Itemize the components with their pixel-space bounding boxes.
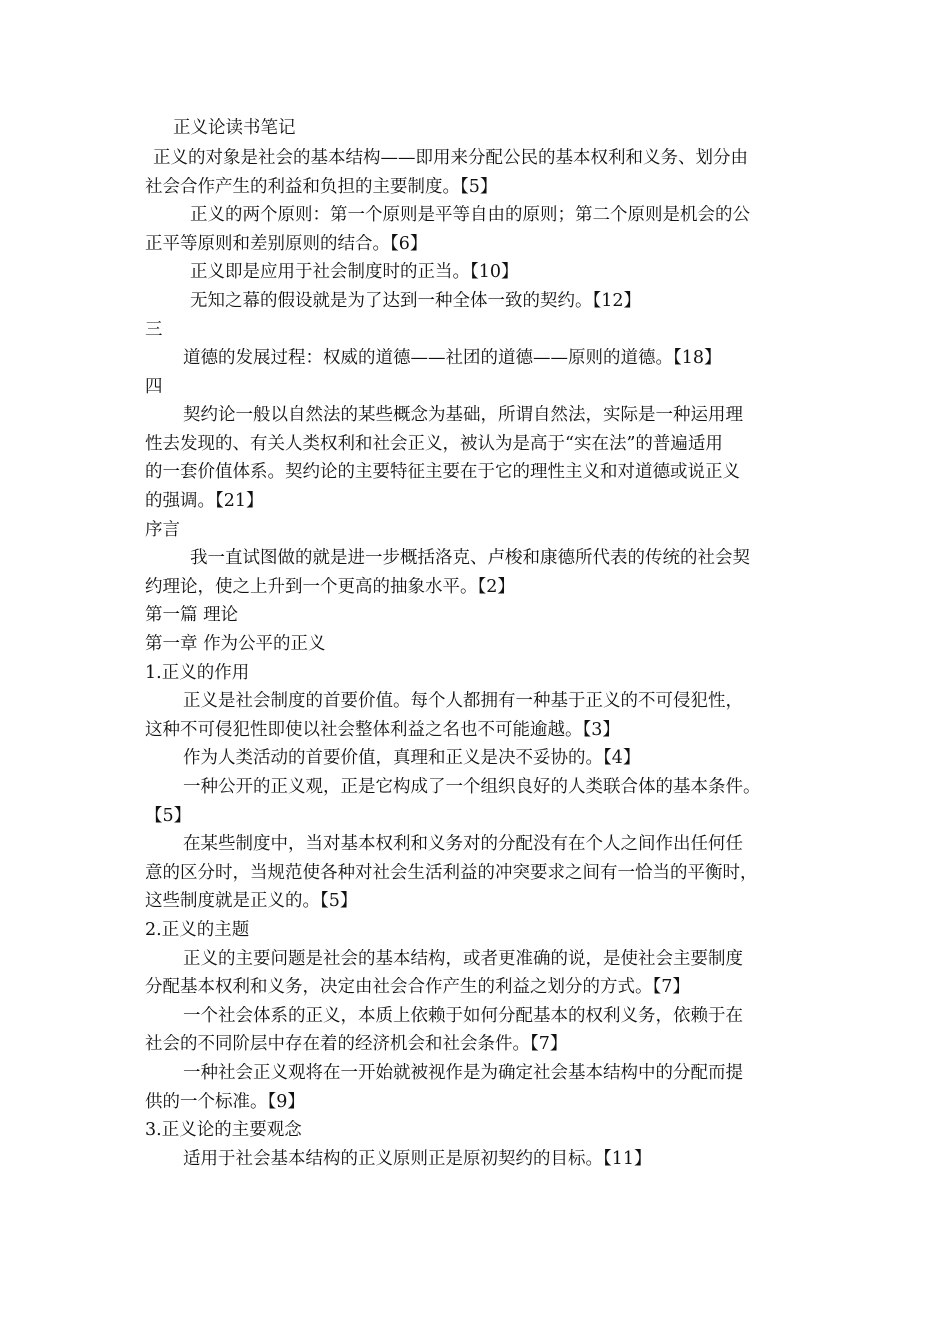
text-line: 社会的不同阶层中存在着的经济机会和社会条件。【7】 — [145, 1034, 568, 1054]
section-heading: 2.正义的主题 — [145, 920, 250, 940]
text-line: 无知之幕的假设就是为了达到一种全体一致的契约。【12】 — [190, 291, 642, 311]
section-heading: 三 — [145, 320, 163, 340]
text-line: 正平等原则和差别原则的结合。【6】 — [145, 234, 428, 254]
text-line: 【5】 — [145, 806, 192, 826]
text-line: 这些制度就是正义的。【5】 — [145, 891, 358, 911]
text-line: 正义的对象是社会的基本结构——即用来分配公民的基本权利和义务、划分由 — [153, 148, 748, 168]
text-line: 在某些制度中，当对基本权利和义务对的分配没有在个人之间作出任何任 — [183, 834, 743, 854]
document-title: 正义论读书笔记 — [173, 118, 296, 138]
text-line: 正义的主要问题是社会的基本结构，或者更准确的说，是使社会主要制度 — [183, 949, 743, 969]
text-line: 我一直试图做的就是进一步概括洛克、卢梭和康德所代表的传统的社会契 — [190, 548, 750, 568]
text-line: 正义是社会制度的首要价值。每个人都拥有一种基于正义的不可侵犯性， — [183, 691, 743, 711]
text-line: 一种社会正义观将在一开始就被视作是为确定社会基本结构中的分配而提 — [183, 1063, 743, 1083]
text-line: 契约论一般以自然法的某些概念为基础，所谓自然法，实际是一种运用理 — [183, 405, 743, 425]
text-line: 供的一个标准。【9】 — [145, 1092, 305, 1112]
section-heading: 四 — [145, 377, 163, 397]
section-heading: 3.正义论的主要观念 — [145, 1120, 302, 1140]
text-line: 一个社会体系的正义，本质上依赖于如何分配基本的权利义务，依赖于在 — [183, 1006, 743, 1026]
text-line: 作为人类活动的首要价值，真理和正义是决不妥协的。【4】 — [183, 748, 641, 768]
section-heading: 1.正义的作用 — [145, 663, 250, 683]
text-line: 的一套价值体系。契约论的主要特征主要在于它的理性主义和对道德或说正义 — [145, 462, 740, 482]
text-line: 道德的发展过程：权威的道德——社团的道德——原则的道德。【18】 — [183, 348, 722, 368]
text-line: 约理论，使之上升到一个更高的抽象水平。【2】 — [145, 577, 515, 597]
section-heading: 序言 — [145, 520, 180, 540]
text-line: 适用于社会基本结构的正义原则正是原初契约的目标。【11】 — [183, 1149, 652, 1169]
text-line: 这种不可侵犯性即使以社会整体利益之名也不可能逾越。【3】 — [145, 720, 620, 740]
text-line: 的强调。【21】 — [145, 491, 264, 511]
text-line: 意的区分时，当规范使各种对社会生活利益的冲突要求之间有一恰当的平衡时， — [145, 863, 758, 883]
text-line: 一种公开的正义观，正是它构成了一个组织良好的人类联合体的基本条件。 — [183, 777, 761, 797]
text-line: 性去发现的、有关人类权利和社会正义，被认为是高于“实在法”的普遍适用 — [145, 434, 723, 454]
section-heading: 第一篇 理论 — [145, 605, 239, 625]
text-line: 社会合作产生的利益和负担的主要制度。【5】 — [145, 177, 498, 197]
text-line: 正义即是应用于社会制度时的正当。【10】 — [190, 262, 519, 282]
text-line: 分配基本权利和义务，决定由社会合作产生的利益之划分的方式。【7】 — [145, 977, 690, 997]
section-heading: 第一章 作为公平的正义 — [145, 634, 326, 654]
text-line: 正义的两个原则：第一个原则是平等自由的原则；第二个原则是机会的公 — [190, 205, 750, 225]
